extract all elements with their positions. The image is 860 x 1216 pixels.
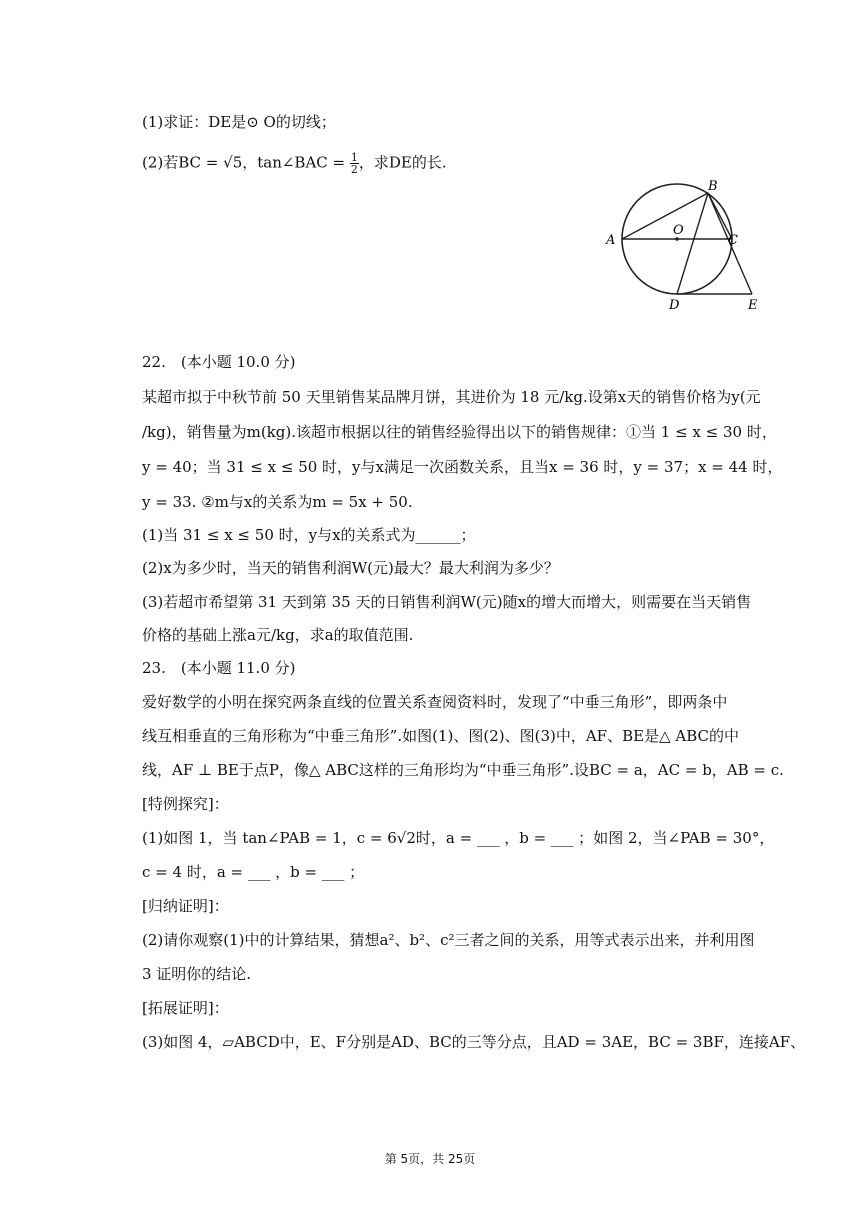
q23-line3: 线，AF ⊥ BE于点P，像△ ABC这样的三角形均为“中垂三角形”.设BC = a，AC = b，AB = c. bbox=[142, 761, 784, 779]
circle-tangent-figure bbox=[600, 180, 770, 315]
label-c: C bbox=[728, 233, 738, 248]
q22-line2: /kg)，销售量为m(kg).该超市根据以往的销售经验得出以下的销售规律：①当 1 ≤ x ≤ 30 时， bbox=[142, 423, 777, 441]
label-b: B bbox=[708, 180, 718, 194]
segment-ab bbox=[622, 193, 708, 239]
q22-line3: y = 40；当 31 ≤ x ≤ 50 时，y与x满足一次函数关系，且当x = 36 时，y = 37；x = 44 时， bbox=[142, 458, 783, 476]
q23-part1-line1: (1)如图 1，当 tan∠PAB = 1，c = 6√2时，a = ___ ，b = ___ ；如图 2，当∠PAB = 30°， bbox=[142, 829, 775, 847]
q22-part2: (2)x为多少时，当天的销售利润W(元)最大？最大利润为多少？ bbox=[142, 559, 559, 577]
q23-part2-line2: 3 证明你的结论. bbox=[142, 965, 252, 983]
segment-bd bbox=[677, 193, 708, 294]
label-d: D bbox=[669, 298, 680, 313]
q23-section-extension: [拓展证明]： bbox=[142, 999, 229, 1017]
q21-fraction bbox=[350, 152, 359, 175]
q22-header: 22. (本小题 10.0 分) bbox=[142, 353, 296, 371]
label-e: E bbox=[748, 298, 758, 313]
q22-line4: y = 33. ②m与x的关系为m = 5x + 50. bbox=[142, 493, 413, 511]
q21-part2-text-a: (2)若BC = √5，tan∠BAC = bbox=[142, 153, 350, 172]
q22-part3-line2: 价格的基础上涨a元/kg，求a的取值范围. bbox=[142, 626, 414, 644]
q23-part3-line1: (3)如图 4，▱ABCD中，E、F分别是AD、BC的三等分点，且AD = 3AE，BC = 3BF，连接AF、 bbox=[142, 1033, 806, 1051]
q21-part2-text-b: ，求DE的长. bbox=[358, 153, 447, 172]
page-footer: 第 5页，共 25页 bbox=[384, 1152, 476, 1166]
q23-part2-line1: (2)请你观察(1)中的计算结果，猜想a²、b²、c²三者之间的关系，用等式表示出来，并利用图 bbox=[142, 931, 755, 949]
q21-part2 bbox=[142, 152, 447, 175]
fraction-numerator: 1 bbox=[350, 151, 358, 164]
label-o: O bbox=[673, 223, 684, 238]
q23-section-induction: [归纳证明]： bbox=[142, 897, 229, 915]
q23-section-special: [特例探究]： bbox=[142, 795, 229, 813]
q22-part1: (1)当 31 ≤ x ≤ 50 时，y与x的关系式为______； bbox=[142, 526, 476, 544]
q23-part1-line2: c = 4 时，a = ___ ，b = ___ ； bbox=[142, 863, 365, 881]
fraction-denominator: 2 bbox=[350, 163, 358, 176]
label-a: A bbox=[606, 233, 616, 248]
q22-part3-line1: (3)若超市希望第 31 天到第 35 天的日销售利润W(元)随x的增大而增大，则需要在当天销售 bbox=[142, 593, 752, 611]
q23-line1: 爱好数学的小明在探究两条直线的位置关系查阅资料时，发现了“中垂三角形”，即两条中 bbox=[142, 693, 728, 711]
q22-line1: 某超市拟于中秋节前 50 天里销售某品牌月饼，其进价为 18 元/kg.设第x天的销售价格为y(元 bbox=[142, 388, 761, 406]
q23-line2: 线互相垂直的三角形称为“中垂三角形”.如图(1)、图(2)、图(3)中，AF、BE是△ ABC的中 bbox=[142, 727, 739, 745]
q23-header: 23. (本小题 11.0 分) bbox=[142, 659, 296, 677]
q21-part1: (1)求证：DE是⊙ O的切线； bbox=[142, 113, 336, 131]
